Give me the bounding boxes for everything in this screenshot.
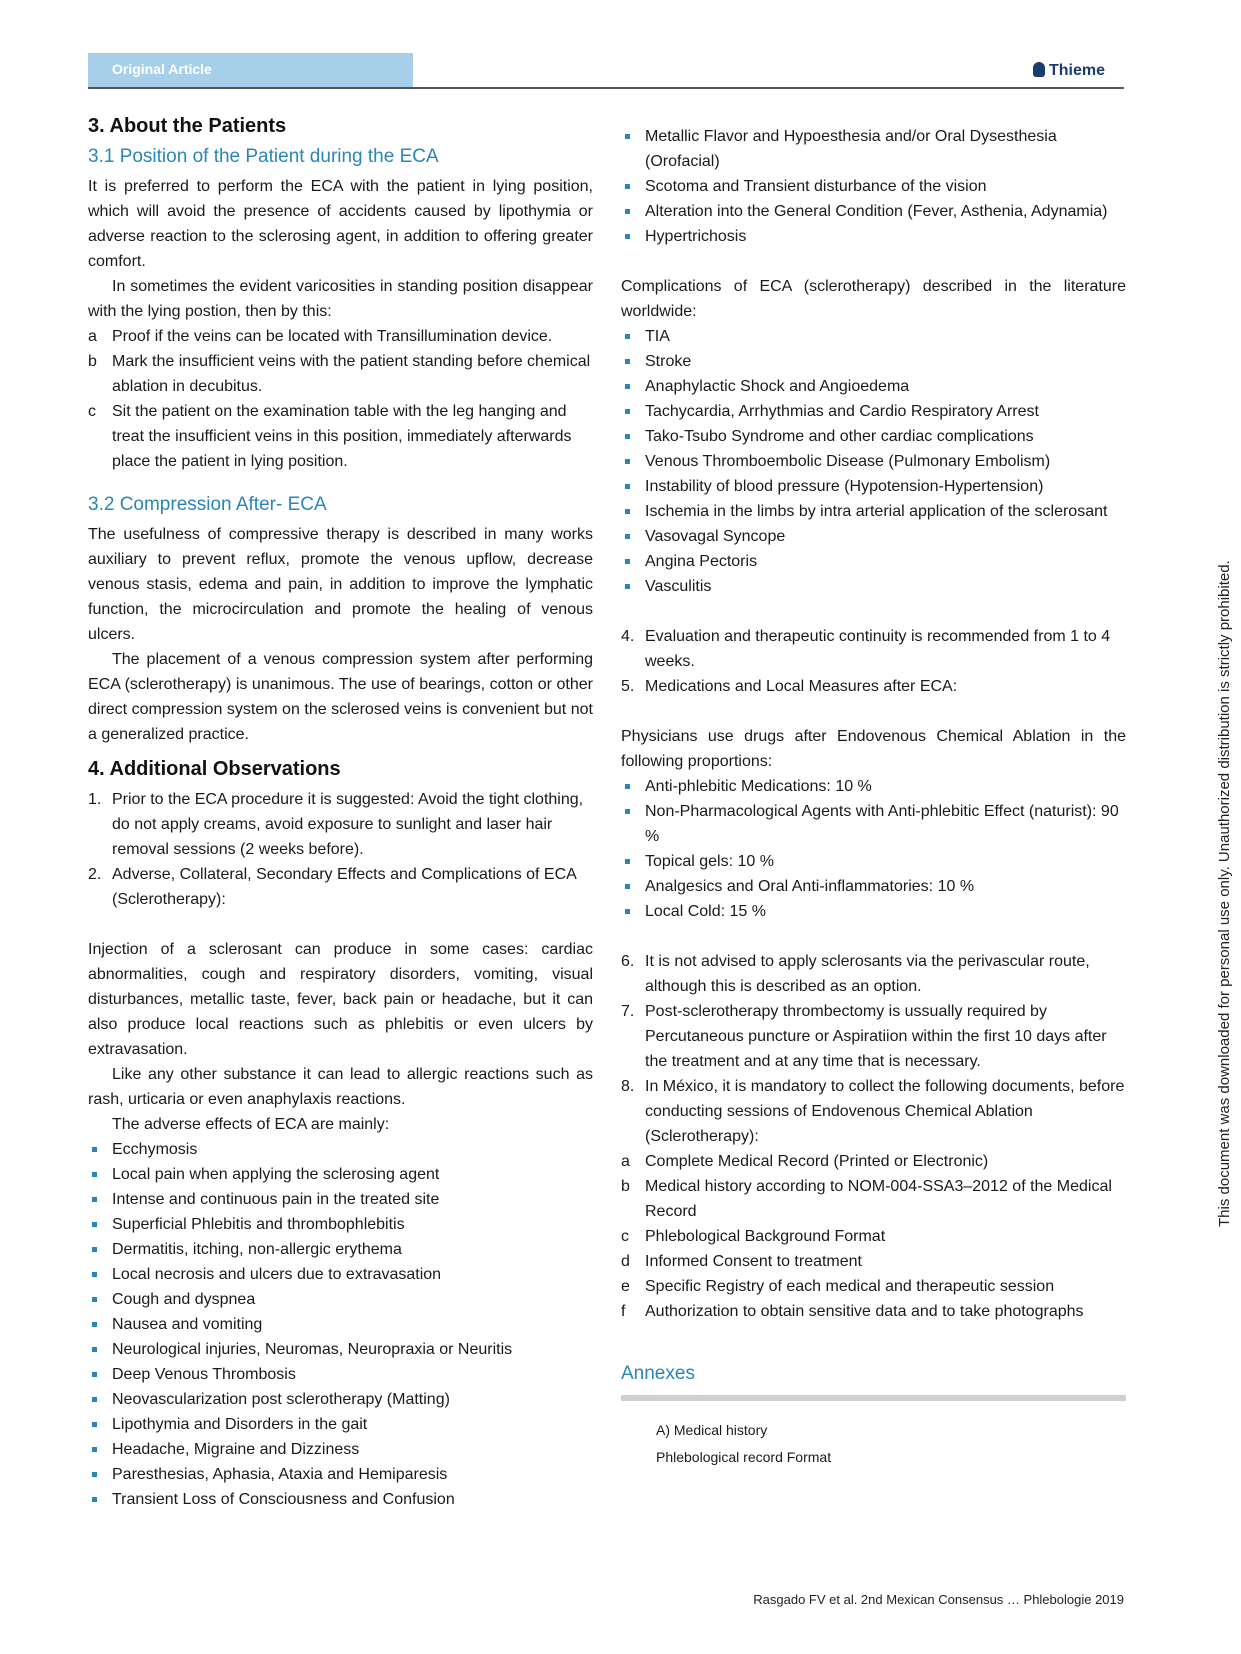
list-item: Headache, Migraine and Dizziness (88, 1437, 593, 1462)
list-item (621, 1299, 1126, 1324)
paragraph: It is preferred to perform the ECA with the patient in lying position, which will avoid the presence of accidents caused by lipothymia or adverse reaction to the sclerosing agent, in addition to offering greater comfort. (88, 178, 593, 270)
list-item (621, 949, 1126, 999)
paragraph: In sometimes the evident varicosities in standing position disappear with the lying postion, then by this: (88, 278, 593, 320)
item-text: Mark the insufficient veins with the patient standing before chemical ablation in decubitus. (112, 353, 591, 395)
list-item (621, 1149, 1126, 1174)
item-label: c (88, 403, 96, 420)
heading-patient-position: 3.1 Position of the Patient during the ECA (88, 146, 439, 167)
list-item: Topical gels: 10 % (621, 849, 1126, 874)
item-label: 2. (88, 866, 102, 883)
item-label: 1. (88, 791, 102, 808)
list-item (88, 399, 593, 474)
item-label: 8. (621, 1078, 635, 1095)
annexes-divider (621, 1395, 1126, 1401)
list-item (621, 999, 1126, 1074)
list-item: Neovascularization post sclerotherapy (Matting) (88, 1387, 593, 1412)
publisher-name: Thieme (1048, 62, 1105, 79)
item-text: Authorization to obtain sensitive data and to take photographs (645, 1303, 1084, 1320)
list-item (621, 1224, 1126, 1249)
item-text: Post-sclerotherapy thrombectomy is ussually required by Percutaneous puncture or Aspiratiion within the first 10 days after the treatment and at any time that is necessary. (645, 1003, 1107, 1070)
item-text: Prior to the ECA procedure it is suggested: Avoid the tight clothing, do not apply creams, avoid exposure to sunlight and laser hair removal sessions (2 weeks before). (112, 791, 584, 858)
list-item: Transient Loss of Consciousness and Confusion (88, 1487, 593, 1512)
list-item (621, 1249, 1126, 1274)
list-item (621, 1174, 1126, 1224)
item-label: 6. (621, 953, 635, 970)
item-text: Complete Medical Record (Printed or Electronic) (645, 1153, 989, 1170)
adverse-effects-continued-list (621, 124, 1126, 249)
paragraph: Injection of a sclerosant can produce in some cases: cardiac abnormalities, cough and respiratory disorders, vomiting, visual disturbances, metallic taste, fever, back pain or headache, but it can also produce local reactions such as phlebitis or even ulcers by extravasation. (88, 941, 593, 1058)
item-label: 4. (621, 628, 635, 645)
adverse-effects-list (88, 1137, 593, 1512)
annex-item: Phlebological record Format (656, 1449, 832, 1465)
item-label: f (621, 1303, 626, 1320)
heading-additional-observations: 4. Additional Observations (88, 758, 341, 780)
list-item: Neurological injuries, Neuromas, Neuropraxia or Neuritis (88, 1337, 593, 1362)
list-item: Anti-phlebitic Medications: 10 % (621, 774, 1126, 799)
list-item: Scotoma and Transient disturbance of the vision (621, 174, 1126, 199)
list-item: Non-Pharmacological Agents with Anti-phlebitic Effect (naturist): 90 % (621, 799, 1126, 849)
paragraph: The adverse effects of ECA are mainly: (112, 1116, 390, 1133)
numbered-steps-list (621, 949, 1126, 1149)
download-notice: This document was downloaded for personal use only. Unauthorized distribution is strictly prohibited. (1216, 560, 1233, 1227)
item-text: Informed Consent to treatment (645, 1253, 862, 1270)
list-item: Metallic Flavor and Hypoesthesia and/or Oral Dysesthesia (Orofacial) (621, 124, 1126, 174)
list-item: Tachycardia, Arrhythmias and Cardio Respiratory Arrest (621, 399, 1126, 424)
list-item: Tako-Tsubo Syndrome and other cardiac complications (621, 424, 1126, 449)
list-item (88, 349, 593, 399)
list-item: Instability of blood pressure (Hypotension-Hypertension) (621, 474, 1126, 499)
list-item (621, 624, 1126, 674)
paragraph: Like any other substance it can lead to allergic reactions such as rash, urticaria or even anaphylaxis reactions. (88, 1066, 593, 1108)
item-text: Proof if the veins can be located with Transillumination device. (112, 328, 553, 345)
item-text: Evaluation and therapeutic continuity is recommended from 1 to 4 weeks. (645, 628, 1111, 670)
list-item (621, 674, 1126, 699)
list-item (88, 324, 593, 349)
item-text: Sit the patient on the examination table with the leg hanging and treat the insufficient veins in this position, immediately afterwards place the patient in lying position. (112, 403, 572, 470)
item-text: Medical history according to NOM-004-SSA3–2012 of the Medical Record (645, 1178, 1112, 1220)
list-item: Ischemia in the limbs by intra arterial application of the sclerosant (621, 499, 1126, 524)
left-column (88, 112, 593, 1512)
section-label: Original Article (112, 61, 212, 77)
list-item: Dermatitis, itching, non-allergic erythema (88, 1237, 593, 1262)
list-item (621, 1074, 1126, 1149)
page-footer-citation: Rasgado FV et al. 2nd Mexican Consensus … Phlebologie 2019 (753, 1592, 1124, 1607)
list-item (88, 862, 593, 912)
list-item: Stroke (621, 349, 1126, 374)
list-item: Vasovagal Syncope (621, 524, 1126, 549)
paragraph: Complications of ECA (sclerotherapy) described in the literature worldwide: (621, 278, 1126, 320)
header-divider (88, 87, 1124, 89)
list-item: Hypertrichosis (621, 224, 1126, 249)
documents-list (621, 1149, 1126, 1324)
list-item: Intense and continuous pain in the treated site (88, 1187, 593, 1212)
item-text: Medications and Local Measures after ECA: (645, 678, 958, 695)
list-item: Local necrosis and ulcers due to extravasation (88, 1262, 593, 1287)
item-label: 7. (621, 1003, 635, 1020)
item-text: In México, it is mandatory to collect the following documents, before conducting sessions of Endovenous Chemical Ablation (Sclerotherapy): (645, 1078, 1125, 1145)
list-item: Local Cold: 15 % (621, 899, 1126, 924)
list-item: Angina Pectoris (621, 549, 1126, 574)
list-item: Venous Thromboembolic Disease (Pulmonary Embolism) (621, 449, 1126, 474)
drugs-list (621, 774, 1126, 924)
item-label: 5. (621, 678, 635, 695)
list-item: Superficial Phlebitis and thrombophlebitis (88, 1212, 593, 1237)
paragraph: The usefulness of compressive therapy is described in many works auxiliary to prevent reflux, promote the venous upflow, decrease venous stasis, edema and pain, in addition to improve the lymphatic function, the microcirculation and promote the healing of venous ulcers. (88, 526, 593, 643)
list-item: Analgesics and Oral Anti-inflammatories: 10 % (621, 874, 1126, 899)
heading-annexes: Annexes (621, 1363, 695, 1384)
item-text: Specific Registry of each medical and therapeutic session (645, 1278, 1055, 1295)
item-label: a (621, 1153, 630, 1170)
heading-about-patients: 3. About the Patients (88, 115, 287, 137)
list-item: Ecchymosis (88, 1137, 593, 1162)
thieme-logo-icon (1033, 62, 1045, 77)
publisher-brand (1033, 62, 1105, 80)
item-label: b (621, 1178, 630, 1195)
item-label: c (621, 1228, 629, 1245)
list-item: Paresthesias, Aphasia, Ataxia and Hemiparesis (88, 1462, 593, 1487)
list-item: Lipothymia and Disorders in the gait (88, 1412, 593, 1437)
item-text: It is not advised to apply sclerosants via the perivascular route, although this is described as an option. (645, 953, 1090, 995)
list-item (621, 1274, 1126, 1299)
heading-compression: 3.2 Compression After- ECA (88, 494, 327, 515)
list-item (88, 787, 593, 862)
item-text: Phlebological Background Format (645, 1228, 886, 1245)
position-steps-list (88, 324, 593, 474)
item-label: d (621, 1253, 630, 1270)
paragraph: The placement of a venous compression system after performing ECA (sclerotherapy) is unanimous. The use of bearings, cotton or other direct compression system on the sclerosed veins is convenient but not a generalized practice. (88, 651, 593, 743)
list-item: Vasculitis (621, 574, 1126, 599)
list-item: Deep Venous Thrombosis (88, 1362, 593, 1387)
list-item: TIA (621, 324, 1126, 349)
numbered-steps-list (621, 624, 1126, 699)
item-label: e (621, 1278, 630, 1295)
complications-list (621, 324, 1126, 599)
annex-item: A) Medical history (656, 1422, 768, 1438)
list-item: Alteration into the General Condition (Fever, Asthenia, Adynamia) (621, 199, 1126, 224)
item-label: a (88, 328, 97, 345)
paragraph: Physicians use drugs after Endovenous Chemical Ablation in the following proportions: (621, 728, 1126, 770)
list-item: Nausea and vomiting (88, 1312, 593, 1337)
item-label: b (88, 353, 97, 370)
list-item: Cough and dyspnea (88, 1287, 593, 1312)
right-column (621, 124, 1126, 1471)
list-item: Local pain when applying the sclerosing agent (88, 1162, 593, 1187)
item-text: Adverse, Collateral, Secondary Effects and Complications of ECA (Sclerotherapy): (112, 866, 576, 908)
observations-list (88, 787, 593, 912)
list-item: Anaphylactic Shock and Angioedema (621, 374, 1126, 399)
